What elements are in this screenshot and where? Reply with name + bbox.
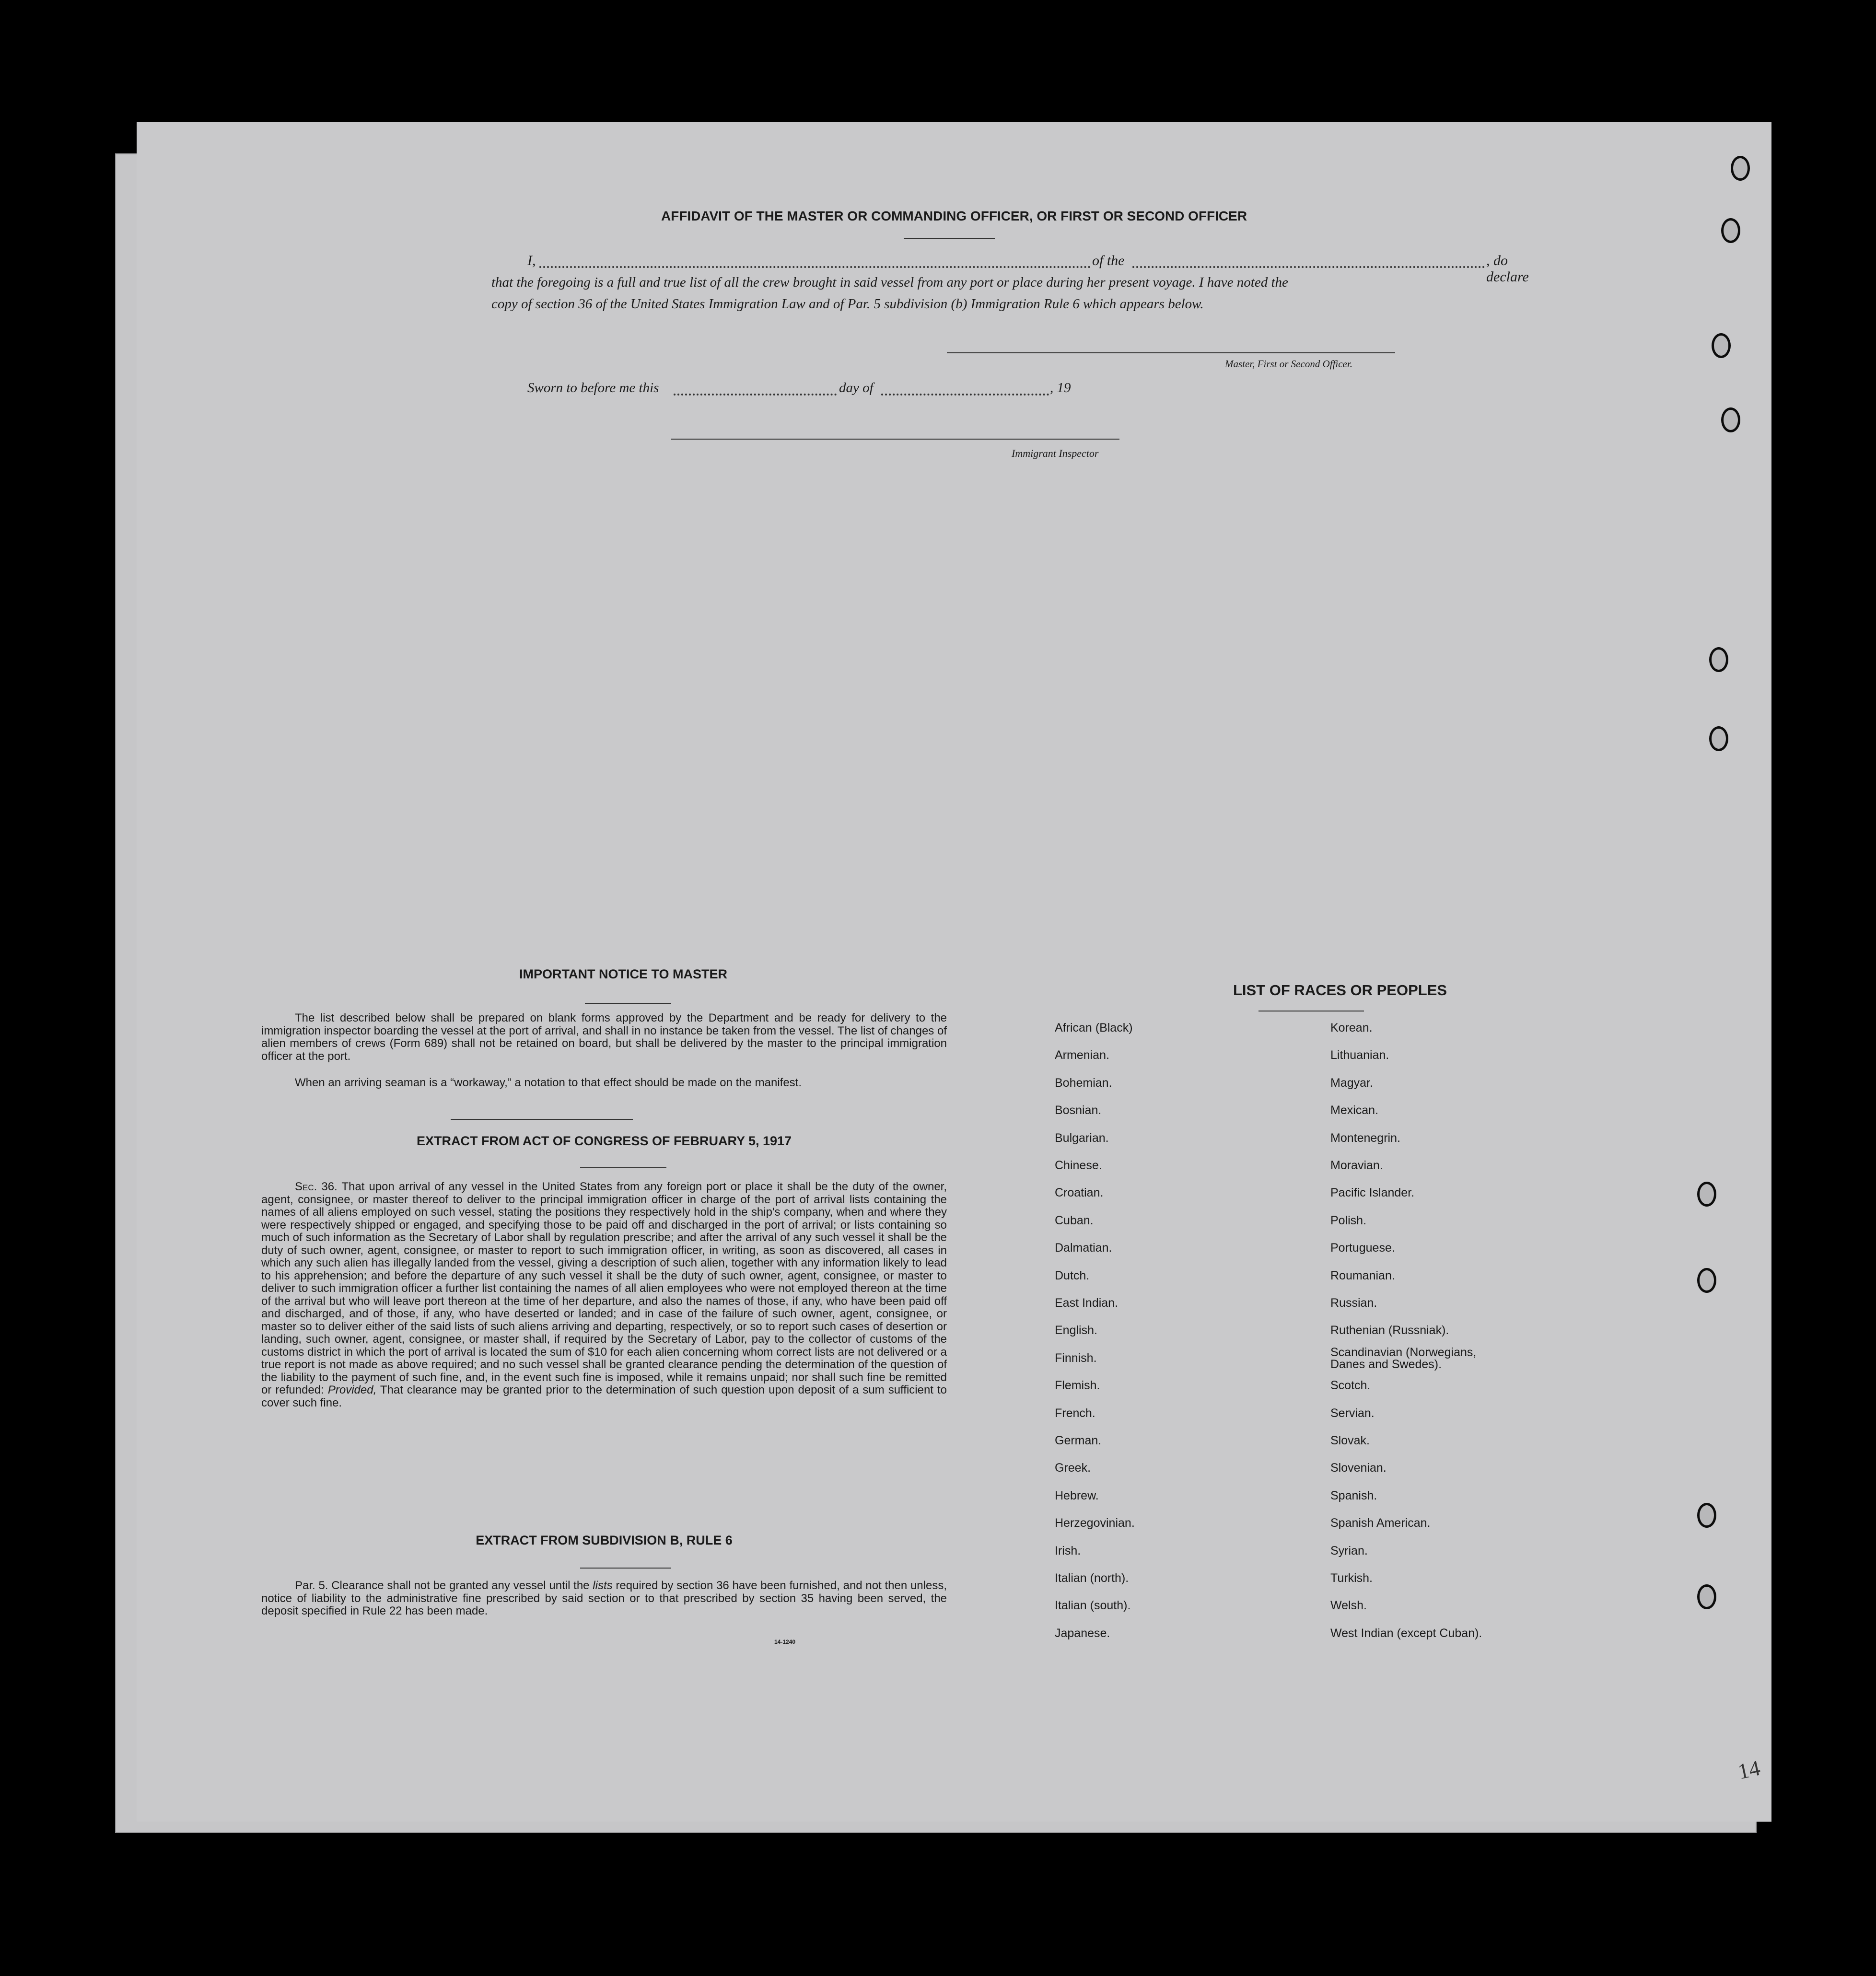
extract-rule-text: [261, 1580, 947, 1618]
race-item: Korean.: [1330, 1021, 1373, 1034]
notice-title-rule: [585, 1003, 671, 1004]
binder-hole-8: [1697, 1268, 1716, 1293]
section-36-label: Sec. 36.: [295, 1180, 338, 1193]
name-blank: [539, 266, 1091, 268]
binder-hole-7: [1697, 1182, 1716, 1207]
race-item: Chinese.: [1055, 1159, 1102, 1172]
race-item: Magyar.: [1330, 1076, 1373, 1090]
sworn-month-blank: [881, 394, 1049, 395]
extract-rule-rule: [580, 1568, 671, 1569]
sworn-label: Sworn to before me this: [527, 380, 659, 395]
race-item: English.: [1055, 1324, 1097, 1337]
binder-hole-5: [1709, 647, 1728, 672]
race-item: Turkish.: [1330, 1571, 1373, 1585]
race-item: Slovenian.: [1330, 1461, 1387, 1475]
race-item: Greek.: [1055, 1461, 1091, 1475]
race-item: Armenian.: [1055, 1048, 1109, 1062]
form-number: 14-1240: [774, 1639, 796, 1645]
race-item: Slovak.: [1330, 1434, 1370, 1447]
race-item: Servian.: [1330, 1406, 1375, 1420]
race-item: African (Black): [1055, 1021, 1133, 1034]
race-item: Welsh.: [1330, 1599, 1367, 1613]
affidavit-line3: copy of section 36 of the United States Immigration Law and of Par. 5 subdivision (b) Immigration Rule 6 which appears below.: [491, 296, 1204, 312]
binder-hole-4: [1721, 407, 1740, 432]
extract-rule-title: EXTRACT FROM SUBDIVISION B, RULE 6: [476, 1533, 733, 1547]
vessel-blank: [1132, 266, 1485, 268]
race-item: Russian.: [1330, 1296, 1377, 1310]
affidavit-i-label: I,: [527, 253, 536, 268]
race-item: Herzegovinian.: [1055, 1516, 1135, 1530]
par-5-end: required by section 36 have been furnished, and not then unless, notice of liability to the administrative fine prescribed by said section or to that prescribed by section 35 having been served, the deposit specified in Rule 22 has been made.: [261, 1579, 947, 1617]
inspector-signature-line: [671, 439, 1119, 440]
provided-word: Provided,: [327, 1383, 377, 1396]
extract-act-text: [261, 1181, 947, 1409]
race-item: Cuban.: [1055, 1213, 1094, 1227]
races-title: LIST OF RACES OR PEOPLES: [1233, 982, 1447, 999]
race-item: Syrian.: [1330, 1544, 1368, 1558]
lists-word: lists: [593, 1579, 613, 1592]
page-number-mark: 14: [1736, 1755, 1762, 1784]
binder-hole-2: [1721, 218, 1740, 243]
notice-divider: [451, 1119, 633, 1120]
race-item: Mexican.: [1330, 1104, 1379, 1117]
affidavit-of-the-label: of the: [1092, 253, 1125, 268]
race-item: Spanish American.: [1330, 1516, 1431, 1530]
race-item: Italian (south).: [1055, 1599, 1131, 1613]
extract-act-title: EXTRACT FROM ACT OF CONGRESS OF FEBRUARY 5, 1917: [416, 1134, 792, 1148]
extract-act-rule: [580, 1167, 666, 1168]
year-label: , 19: [1050, 380, 1071, 395]
race-item: Dutch.: [1055, 1268, 1090, 1282]
master-signature-line: [947, 352, 1395, 353]
race-item: Polish.: [1330, 1213, 1367, 1227]
race-item: Scotch.: [1330, 1379, 1371, 1393]
race-item: Croatian.: [1055, 1186, 1104, 1200]
race-item: East Indian.: [1055, 1296, 1119, 1310]
binder-hole-6: [1709, 726, 1728, 751]
inspector-label: Immigrant Inspector: [1012, 447, 1099, 459]
manifest-page: [137, 122, 1771, 1822]
race-item: Montenegrin.: [1330, 1131, 1400, 1145]
notice-para-2: When an arriving seaman is a “workaway,” a notation to that effect should be made on the manifest.: [295, 1076, 802, 1089]
race-item: Roumanian.: [1330, 1268, 1395, 1282]
race-item: Pacific Islander.: [1330, 1186, 1415, 1200]
race-item: Bulgarian.: [1055, 1131, 1109, 1145]
race-item: Flemish.: [1055, 1379, 1100, 1393]
affidavit-title: AFFIDAVIT OF THE MASTER OR COMMANDING OFFICER, OR FIRST OR SECOND OFFICER: [661, 209, 1247, 223]
race-item: Irish.: [1055, 1544, 1081, 1558]
race-item: Dalmatian.: [1055, 1241, 1112, 1255]
race-item: German.: [1055, 1434, 1102, 1447]
race-item: Hebrew.: [1055, 1488, 1099, 1502]
day-of-label: day of: [839, 380, 874, 395]
section-36-body: That upon arrival of any vessel in the United States from any foreign port or place it shall be the duty of the owner, agent, consignee, or master thereof to deliver to the principal immigration officer in charge of the port of arrival lists containing the names of all aliens employed on such vessel, stating the positions they respectively hold in the ship's company, when and where they were respectively shipped or engaged, and specifying those to be paid off and discharged in the port of arrival; or lists containing so much of such information as the Secretary of Labor shall by regulation prescribe; and after the arrival of any such vessel it shall be the duty of such owner, agent, consignee, or master to report to such immigration officer, in writing, as soon as discovered, all cases in which any such alien has illegally landed from the vessel, giving a description of such alien, together with any information likely to lead to his apprehension; and before the departure of any such vessel it shall be the duty of such owner, agent, consignee, or master to deliver to such immigration officer a further list containing the names of all alien employees who were not employed thereon at the time of the arrival but who will leave port thereon at the time of her departure, and also the names of those, if any, who have been paid off and discharged, and of those, if any, who have deserted or landed; and in case of the failure of such owner, agent, consignee, or master so to deliver either of the said lists of such aliens arriving and departing, respectively, or so to report such cases of desertion or landing, such owner, agent, consignee, or master shall, if required by the Secretary of Labor, pay to the collector of customs of the customs district in which the port of arrival is located the sum of $10 for each alien concerning whom correct lists are not delivered or a true report is not made as above required; and no such vessel shall be granted clearance pending the determination of the question of the liability to the payment of such fine, and, in the event such fine is imposed, while it remains unpaid; nor shall such fine be remitted or refunded:: [261, 1180, 947, 1396]
race-item: Ruthenian (Russniak).: [1330, 1324, 1449, 1337]
notice-para-1: The list described below shall be prepared on blank forms approved by the Department and be ready for delivery to the immigration inspector boarding the vessel at the port of arrival, and shall in no instance be taken from the vessel. The list of changes of alien members of crews (Form 689) shall not be retained on board, but shall be delivered by the master to the principal immigration officer at the port.: [261, 1011, 947, 1063]
race-item: Bohemian.: [1055, 1076, 1112, 1090]
section-36-end: That clearance may be granted prior to the determination of such question upon deposit of a sum sufficient to cover such fine.: [261, 1383, 947, 1409]
race-item: Moravian.: [1330, 1159, 1383, 1172]
race-item: Bosnian.: [1055, 1104, 1102, 1117]
binder-hole-10: [1697, 1584, 1716, 1609]
master-signature-label: Master, First or Second Officer.: [1225, 358, 1352, 370]
race-item: Scandinavian (Norwegians, Danes and Swedes).: [1330, 1345, 1477, 1371]
race-item: Lithuanian.: [1330, 1048, 1389, 1062]
affidavit-title-rule: [904, 238, 995, 239]
race-item: Japanese.: [1055, 1626, 1110, 1640]
race-item: French.: [1055, 1406, 1095, 1420]
par-5-start: Par. 5. Clearance shall not be granted any vessel until the: [295, 1579, 590, 1592]
sworn-day-blank: [674, 394, 837, 395]
race-item: Italian (north).: [1055, 1571, 1129, 1585]
affidavit-declare-label: , do declare: [1486, 253, 1529, 285]
race-item: Spanish.: [1330, 1488, 1377, 1502]
binder-hole-9: [1697, 1503, 1716, 1528]
race-item: Finnish.: [1055, 1351, 1097, 1365]
binder-hole-3: [1712, 333, 1731, 358]
sworn-line: [527, 380, 1199, 399]
race-item: Portuguese.: [1330, 1241, 1395, 1255]
race-item: West Indian (except Cuban).: [1330, 1626, 1482, 1640]
binder-hole-1: [1731, 156, 1750, 181]
affidavit-line2: that the foregoing is a full and true list of all the crew brought in said vessel from any port or place during her present voyage. I have noted the: [491, 275, 1288, 290]
notice-title: IMPORTANT NOTICE TO MASTER: [519, 967, 727, 981]
